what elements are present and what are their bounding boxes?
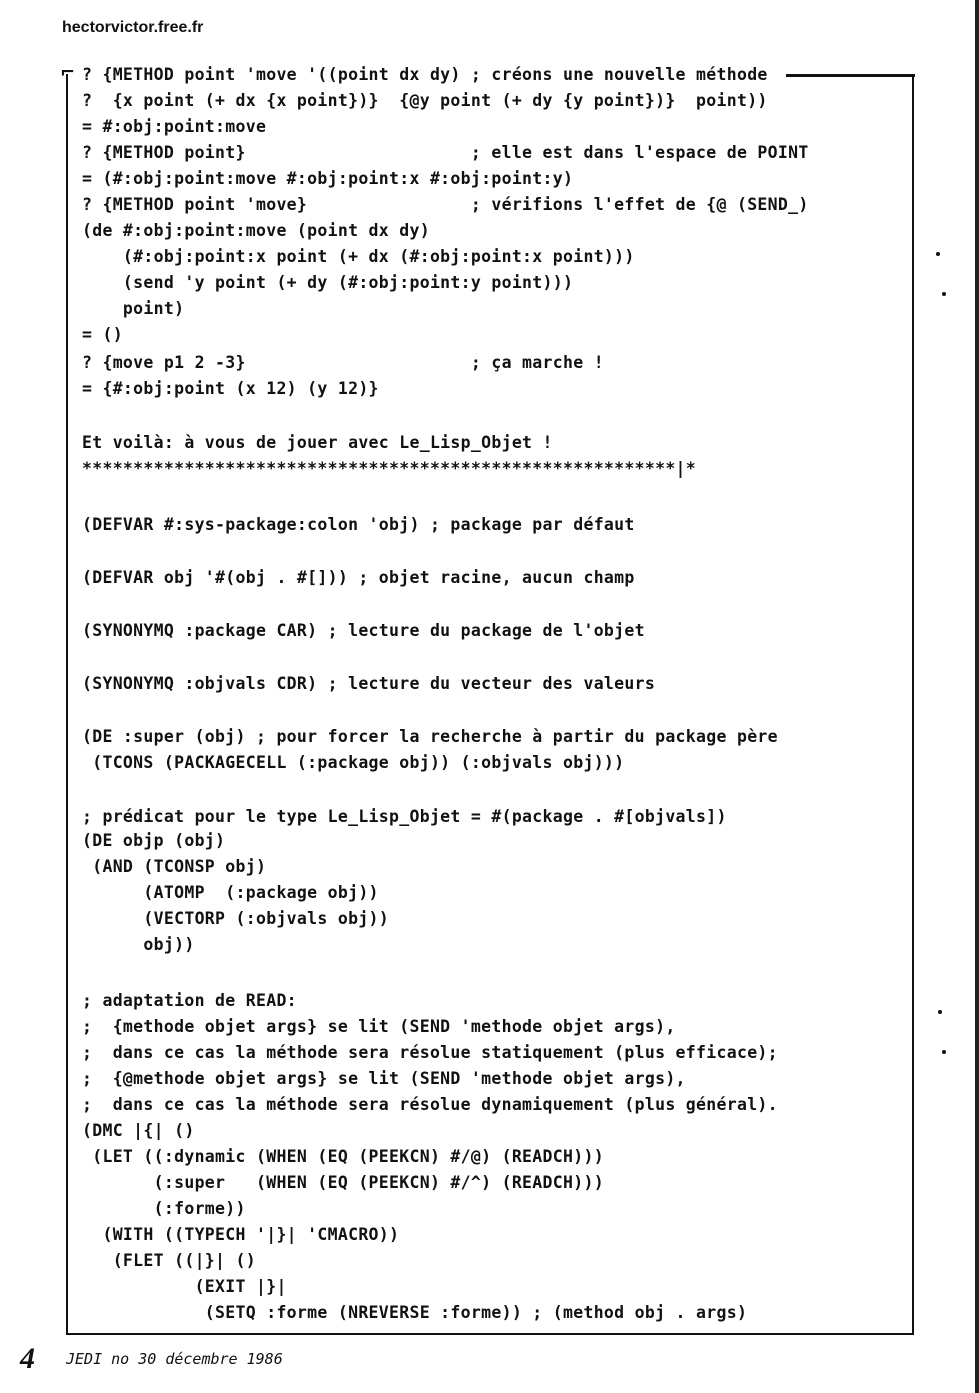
code-line: ? {move p1 2 -3} ; ça marche ! <box>82 353 604 372</box>
code-line: point) <box>82 299 185 318</box>
code-line: (TCONS (PACKAGECELL (:package obj)) (:objvals obj))) <box>82 753 625 772</box>
code-line: = () <box>82 325 123 344</box>
code-line: ; dans ce cas la méthode sera résolue dynamiquement (plus général). <box>82 1095 778 1114</box>
code-line: (send 'y point (+ dy (#:obj:point:y point))) <box>82 273 574 292</box>
code-line: ? {METHOD point 'move '((point dx dy) ; créons une nouvelle méthode <box>82 65 768 84</box>
code-line: (:super (WHEN (EQ (PEEKCN) #/^) (READCH))) <box>82 1173 604 1192</box>
code-line: obj)) <box>82 935 195 954</box>
code-line: (EXIT |}| <box>82 1277 287 1296</box>
code-line: (:forme)) <box>82 1199 246 1218</box>
code-line: (DE objp (obj) <box>82 831 226 850</box>
code-line: (ATOMP (:package obj)) <box>82 883 379 902</box>
code-line: (SYNONYMQ :package CAR) ; lecture du package de l'objet <box>82 621 645 640</box>
scan-speck <box>936 252 940 256</box>
code-line: (DE :super (obj) ; pour forcer la recherche à partir du package père <box>82 727 778 746</box>
code-line: (SYNONYMQ :objvals CDR) ; lecture du vecteur des valeurs <box>82 674 656 693</box>
code-line: (FLET ((|}| () <box>82 1251 256 1270</box>
code-line: (WITH ((TYPECH '|}| 'CMACRO)) <box>82 1225 400 1244</box>
code-line: ; dans ce cas la méthode sera résolue statiquement (plus efficace); <box>82 1043 778 1062</box>
code-line: ; {@methode objet args} se lit (SEND 'methode objet args), <box>82 1069 686 1088</box>
code-line: (SETQ :forme (NREVERSE :forme)) ; (method obj . args) <box>82 1303 748 1322</box>
page-number: 4 <box>20 1342 35 1375</box>
frame-top-rule <box>786 74 915 77</box>
code-line: (VECTORP (:objvals obj)) <box>82 909 390 928</box>
code-line: = (#:obj:point:move #:obj:point:x #:obj:point:y) <box>82 169 574 188</box>
code-line: (DEFVAR #:sys-package:colon 'obj) ; package par défaut <box>82 515 635 534</box>
code-line: (LET ((:dynamic (WHEN (EQ (PEEKCN) #/@) (READCH))) <box>82 1147 604 1166</box>
scan-speck <box>942 292 946 296</box>
scan-speck <box>942 1050 946 1054</box>
site-url: hectorvictor.free.fr <box>62 19 204 36</box>
page-footer <box>20 1342 283 1376</box>
code-line: **********************************************************|* <box>82 459 697 478</box>
issue-info: JEDI no 30 décembre 1986 <box>66 1350 283 1368</box>
continuation-arrow-icon: ⌐ <box>60 62 76 83</box>
code-line: ? {METHOD point} ; elle est dans l'espace de POINT <box>82 143 809 162</box>
code-line: (AND (TCONSP obj) <box>82 857 267 876</box>
scan-speck <box>938 1010 942 1014</box>
code-line: = #:obj:point:move <box>82 117 267 136</box>
code-line: ; adaptation de READ: <box>82 991 297 1010</box>
code-line: ; prédicat pour le type Le_Lisp_Objet = #(package . #[objvals]) <box>82 807 727 826</box>
scan-edge <box>975 0 979 1393</box>
code-line: ; {methode objet args} se lit (SEND 'methode objet args), <box>82 1017 676 1036</box>
code-line: (de #:obj:point:move (point dx dy) <box>82 221 430 240</box>
code-line: (#:obj:point:x point (+ dx (#:obj:point:x point))) <box>82 247 635 266</box>
code-line: (DMC |{| () <box>82 1121 195 1140</box>
code-line: Et voilà: à vous de jouer avec Le_Lisp_Objet ! <box>82 433 553 452</box>
code-line: ? {x point (+ dx {x point})} {@y point (+ dy {y point})} point)) <box>82 91 768 110</box>
code-line: (DEFVAR obj '#(obj . #[])) ; objet racine, aucun champ <box>82 568 635 587</box>
code-line: = {#:obj:point (x 12) (y 12)} <box>82 379 379 398</box>
code-line: ? {METHOD point 'move} ; vérifions l'effet de {@ (SEND_) <box>82 195 809 214</box>
